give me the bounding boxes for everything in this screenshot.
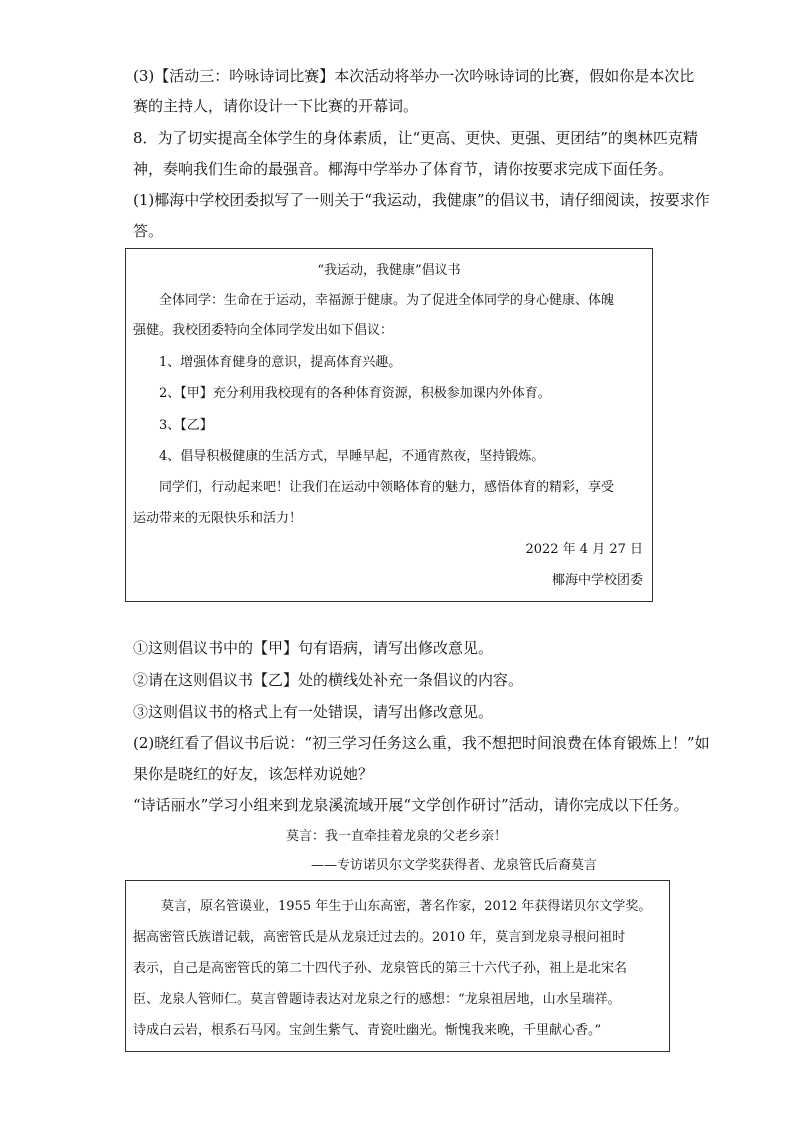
- letter-title: “我运动，我健康”倡议书: [317, 263, 461, 278]
- q8-task-2: ②请在这则倡议书【乙】处的横线处补充一条倡议的内容。: [133, 671, 524, 689]
- letter-item-4: 4、倡导积极健康的生活方式，早睡早起，不通宵熬夜，坚持锻炼。: [159, 449, 545, 464]
- letter-date: 2022 年 4 月 27 日: [525, 542, 643, 557]
- q8-task-1: ①这则倡议书中的【甲】句有语病，请写出修改意见。: [133, 639, 494, 657]
- letter-item-2: 2、【甲】充分利用我校现有的各种体育资源，积极参加课内外体育。: [159, 386, 551, 401]
- article-para-line5: 诗成白云岩，根系石马冈。宝剑生紫气、青瓷吐幽光。惭愧我来晚，千里献心香。”: [133, 1023, 602, 1038]
- article-para-line1: 莫言，原名管谟业，1955 年生于山东高密，著名作家，2012 年获得诺贝尔文学奖。: [161, 899, 652, 914]
- article-subtitle: ——专访诺贝尔文学奖获得者、龙泉管氏后裔莫言: [311, 858, 598, 873]
- letter-salutation-cont: 强健。我校团委特向全体同学发出如下倡议：: [133, 323, 394, 338]
- letter-closing-cont: 运动带来的无限快乐和活力！: [133, 511, 303, 526]
- q8-sub1-line1: (1)椰海中学校团委拟写了一则关于“我运动，我健康”的倡议书，请仔细阅读，按要求作: [133, 191, 710, 209]
- q8-task-3: ③这则倡议书的格式上有一处错误，请写出修改意见。: [133, 703, 494, 721]
- q8-intro-line2: 神，奏响我们生命的最强音。椰海中学举办了体育节，请你按要求完成下面任务。: [133, 160, 674, 178]
- letter-item-3: 3、【乙】: [159, 418, 213, 433]
- article-para-line3: 表示，自己是高密管氏的第二十四代子孙、龙泉管氏的第三十六代子孙，祖上是北宋名: [133, 961, 628, 976]
- letter-salutation: 全体同学：生命在于运动，幸福源于健康。为了促进全体同学的身心健康、体魄: [159, 293, 615, 308]
- article-title: 莫言：我一直牵挂着龙泉的父老乡亲！: [285, 829, 507, 844]
- letter-item-1: 1、增强体育健身的意识，提高体育兴趣。: [159, 355, 402, 370]
- q8-sub2-line2: 果你是晓红的好友，该怎样劝说她？: [133, 765, 374, 783]
- article-para-line4: 臣、龙泉人管师仁。莫言曾题诗表达对龙泉之行的感想：“龙泉祖居地，山水呈瑞祥。: [133, 992, 621, 1007]
- q9-intro: “诗话丽水”学习小组来到龙泉溪流域开展“文学创作研讨”活动，请你完成以下任务。: [133, 796, 689, 814]
- letter-closing: 同学们，行动起来吧！让我们在运动中领略体育的魅力，感悟体育的精彩，享受: [159, 480, 615, 495]
- letter-signature: 椰海中学校团委: [551, 573, 643, 588]
- q8-sub1-line2: 答。: [133, 222, 164, 240]
- q7-item3-line1: (3)【活动三：吟咏诗词比赛】本次活动将举办一次吟咏诗词的比赛，假如你是本次比: [133, 67, 695, 85]
- q8-intro-line1: 8．为了切实提高全体学生的身体素质，让“更高、更快、更强、更团结”的奥林匹克精: [133, 129, 698, 147]
- q7-item3-line2: 赛的主持人，请你设计一下比赛的开幕词。: [133, 97, 419, 115]
- q8-sub2-line1: (2)晓红看了倡议书后说：“初三学习任务这么重，我不想把时间浪费在体育锻炼上！”如: [133, 734, 710, 752]
- article-para-line2: 据高密管氏族谱记载，高密管氏是从龙泉迁过去的。2010 年，莫言到龙泉寻根问祖时: [133, 930, 626, 945]
